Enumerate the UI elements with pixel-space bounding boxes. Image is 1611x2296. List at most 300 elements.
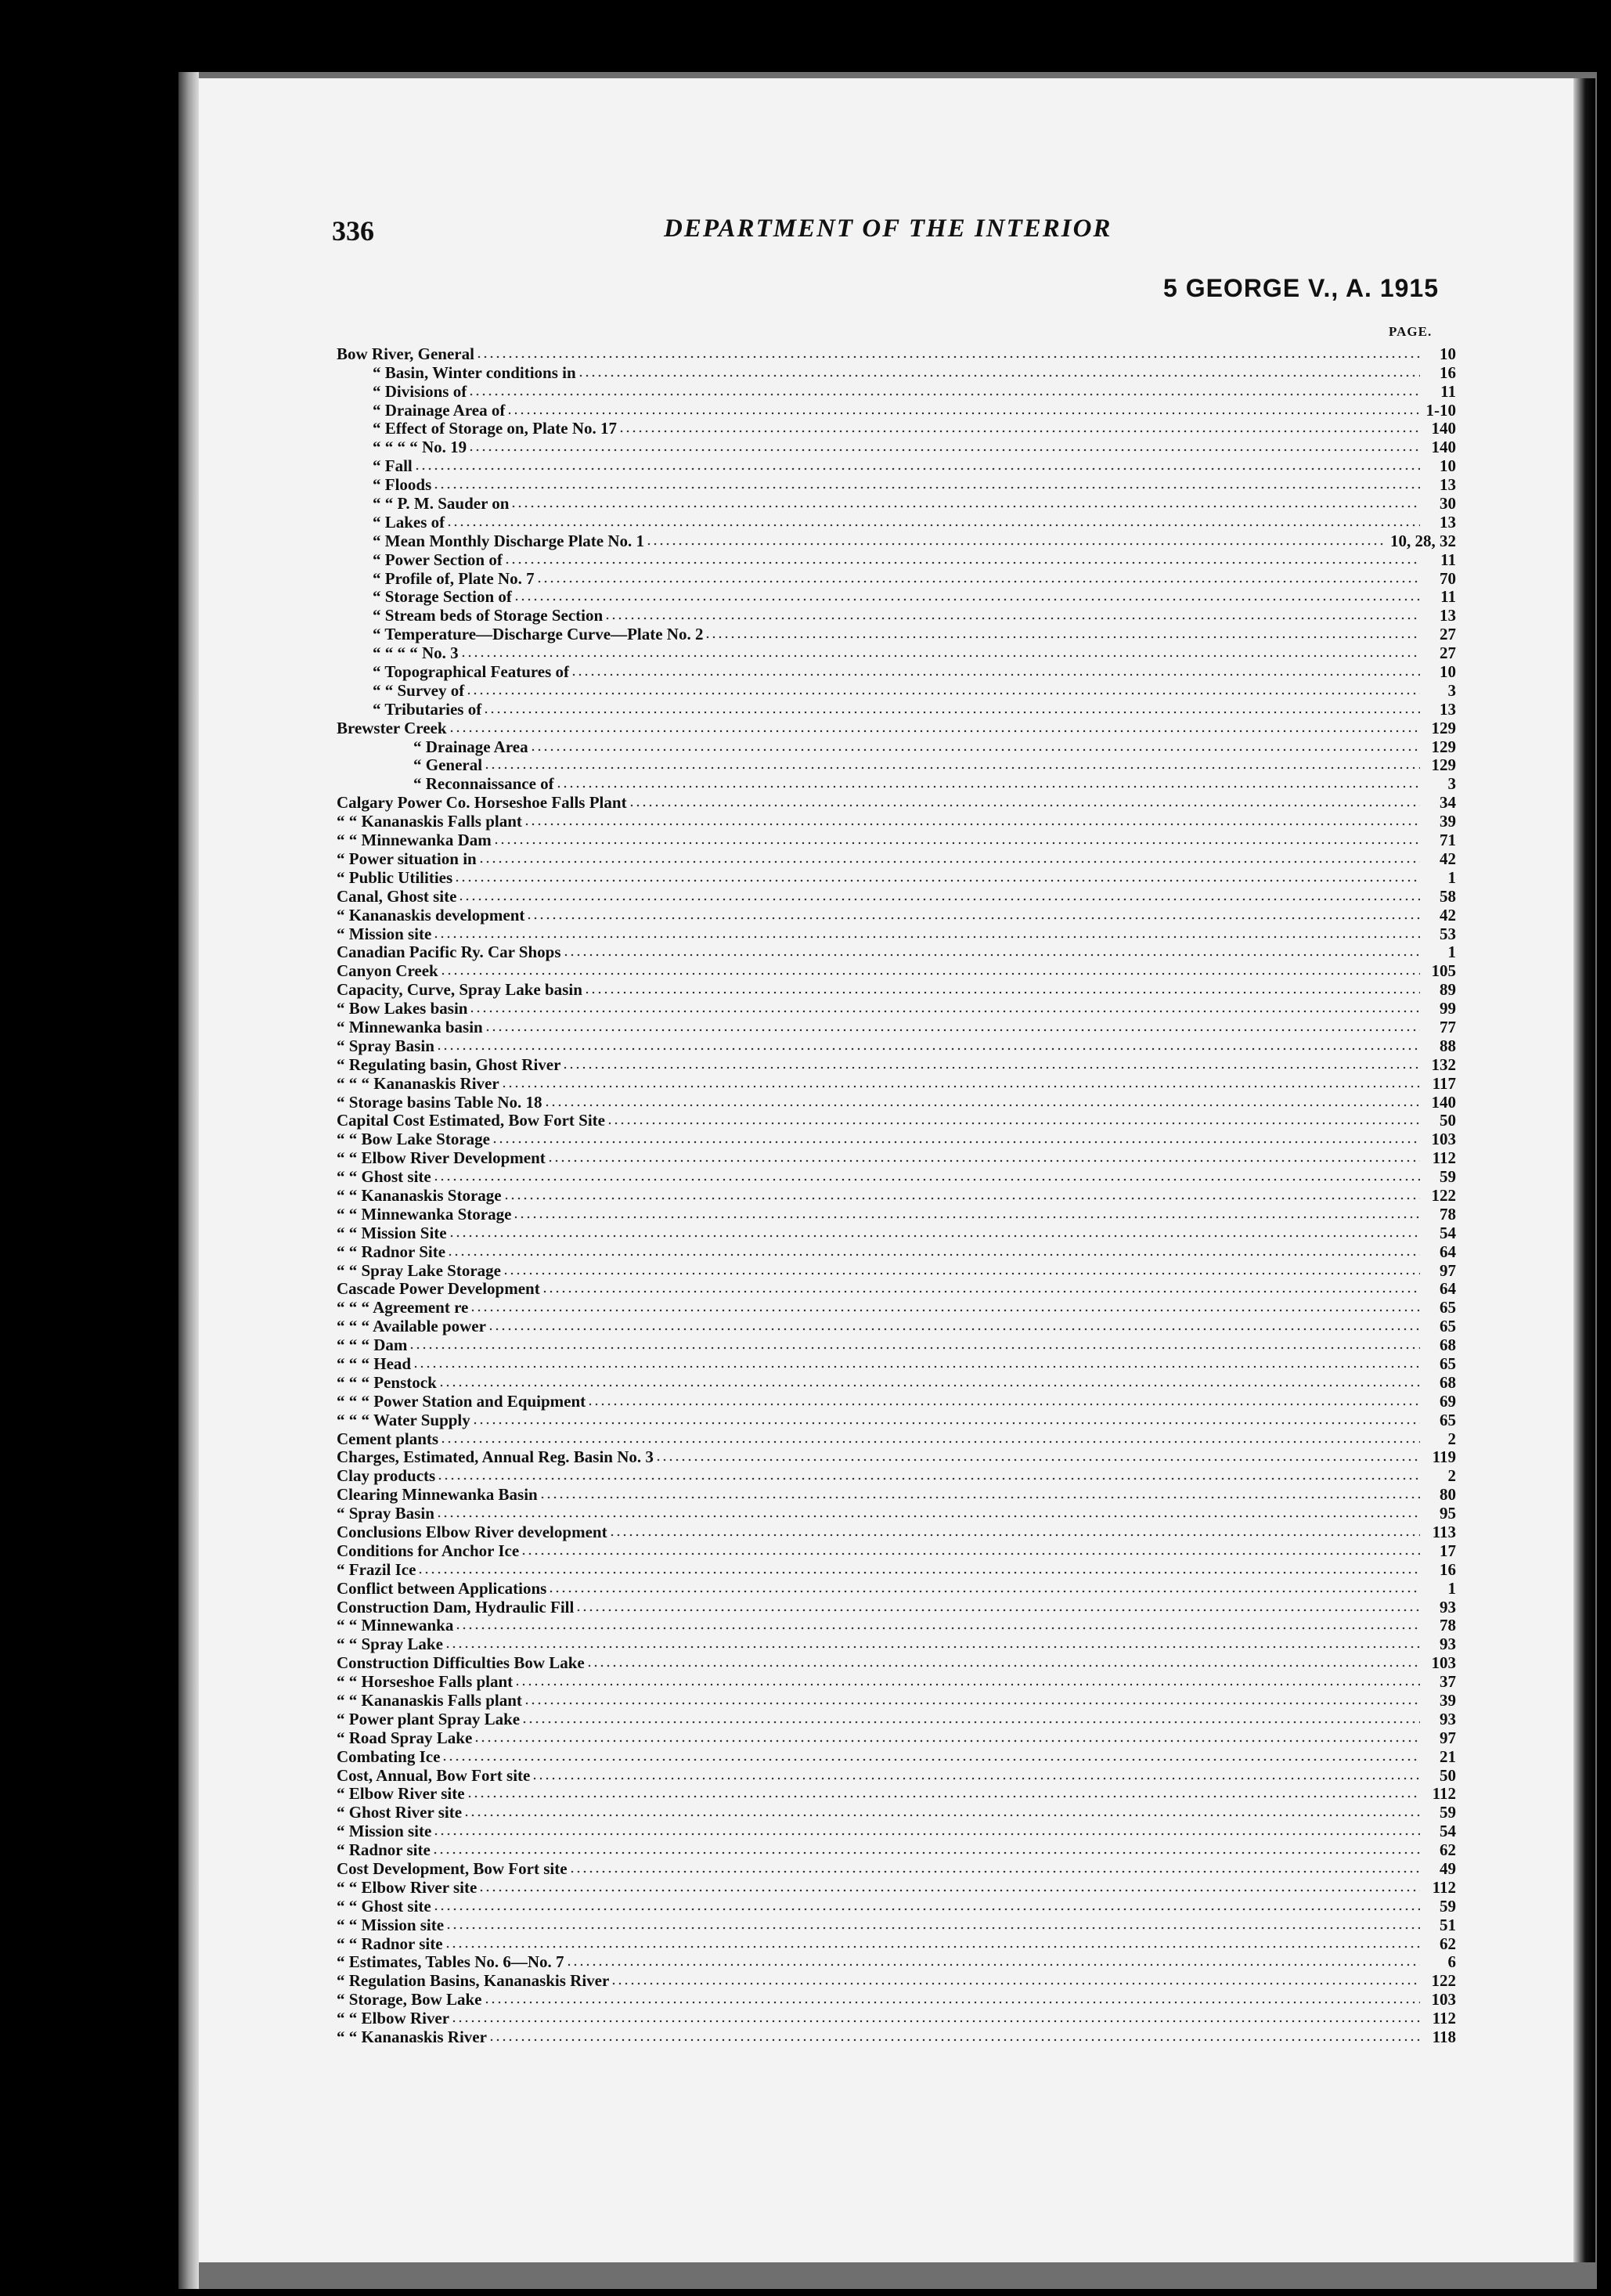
index-entry	[337, 1261, 1456, 1280]
entry-page: 132	[1431, 1054, 1456, 1074]
dot-leader	[433, 1833, 1420, 1836]
dot-leader	[492, 1141, 1420, 1144]
index-entry	[337, 737, 1456, 756]
entry-page: 1	[1447, 1578, 1456, 1598]
dot-leader	[433, 1178, 1420, 1181]
index-entry	[337, 1710, 1456, 1728]
dot-leader	[478, 1889, 1420, 1892]
dot-leader	[472, 1422, 1420, 1425]
index-entry	[337, 1055, 1456, 1074]
entry-label: “ “ “ Power Station and Equipment	[337, 1391, 586, 1411]
entry-label: “ Temperature—Discharge Curve—Plate No. 2	[373, 625, 704, 644]
page-number: 336	[332, 215, 374, 247]
index-entry	[337, 1335, 1456, 1354]
dot-leader	[441, 1758, 1420, 1761]
index-entry	[337, 1691, 1456, 1710]
index-entry	[337, 625, 1456, 643]
entry-page: 103	[1431, 1130, 1456, 1149]
index-entry	[337, 1579, 1456, 1598]
index-entry	[337, 1878, 1456, 1897]
entry-page: 42	[1440, 905, 1456, 925]
index-entry	[337, 1112, 1456, 1130]
dot-leader	[575, 1609, 1420, 1612]
index-entry	[337, 1560, 1456, 1579]
dot-leader	[440, 1440, 1420, 1444]
entry-page: 1	[1447, 943, 1456, 962]
index-entry	[337, 906, 1456, 925]
index-entry	[337, 812, 1456, 831]
entry-page: 59	[1440, 1803, 1456, 1822]
entry-label: “ Floods	[373, 475, 432, 495]
index-entry	[337, 1298, 1456, 1317]
dot-leader	[446, 524, 1420, 527]
entry-label: “ Storage Section of	[373, 587, 512, 607]
entry-label: Capital Cost Estimated, Bow Fort Site	[337, 1111, 605, 1130]
index-entry	[337, 1280, 1456, 1299]
entry-label: Cascade Power Development	[337, 1279, 540, 1299]
entry-label: Brewster Creek	[337, 718, 447, 737]
index-entry	[337, 438, 1456, 456]
entry-page: 80	[1440, 1485, 1456, 1505]
dot-leader	[609, 1534, 1420, 1537]
index-entry	[337, 756, 1456, 775]
entry-page: 97	[1440, 1260, 1456, 1280]
dot-leader	[542, 1290, 1420, 1293]
entry-label: “ Elbow River site	[337, 1784, 465, 1804]
dot-leader	[476, 355, 1420, 359]
entry-page: 77	[1440, 1017, 1456, 1036]
entry-label: “ “ Elbow River site	[337, 1877, 478, 1897]
entry-page: 95	[1440, 1504, 1456, 1523]
index-entry	[337, 700, 1456, 719]
index-entry	[337, 1186, 1456, 1205]
entry-label: “ Reconnaissance of	[413, 774, 554, 794]
entry-page: 65	[1440, 1410, 1456, 1429]
dot-leader	[629, 804, 1420, 807]
dot-leader	[469, 1010, 1420, 1013]
entry-page: 78	[1440, 1204, 1456, 1224]
index-entry	[337, 1728, 1456, 1747]
entry-page: 10	[1440, 662, 1456, 682]
index-entry	[337, 1523, 1456, 1541]
dot-leader	[437, 1477, 1420, 1480]
entry-label: “ “ Radnor Site	[337, 1242, 446, 1261]
dot-leader	[536, 580, 1420, 583]
index-entry	[337, 1617, 1456, 1635]
dot-leader	[547, 1159, 1420, 1162]
dot-leader	[521, 1552, 1420, 1555]
dot-leader	[506, 412, 1420, 415]
index-entry	[337, 1018, 1456, 1036]
dot-leader	[468, 393, 1420, 396]
dot-leader	[562, 1066, 1420, 1069]
dot-leader	[468, 449, 1420, 452]
entry-label: “ “ P. M. Sauder on	[373, 494, 510, 514]
index-entry	[337, 681, 1456, 700]
entry-page: 122	[1431, 1185, 1456, 1205]
dot-leader	[484, 766, 1420, 770]
dot-leader	[571, 673, 1420, 676]
entry-label: “ Ghost River site	[337, 1803, 463, 1822]
entry-label: “ Divisions of	[373, 381, 467, 401]
index-entry	[337, 1036, 1456, 1055]
dot-leader	[604, 617, 1420, 620]
entry-label: “ Spray Basin	[337, 1504, 434, 1523]
dot-leader	[530, 748, 1420, 752]
index-entry	[337, 643, 1456, 662]
entry-page: 51	[1440, 1915, 1456, 1934]
entry-page: 113	[1432, 1523, 1456, 1541]
entry-label: “ “ Kananaskis Falls plant	[337, 1691, 522, 1710]
index-entry	[337, 868, 1456, 887]
entry-label: “ Lakes of	[373, 512, 445, 532]
entry-label: Canal, Ghost site	[337, 886, 457, 906]
entry-label: “ Basin, Winter conditions in	[373, 362, 576, 382]
index-entry	[337, 1466, 1456, 1485]
entry-label: “ “ Ghost site	[337, 1896, 431, 1916]
index-entry	[337, 550, 1456, 569]
dot-leader	[556, 785, 1420, 788]
entry-page: 27	[1440, 643, 1456, 663]
page-spine	[178, 72, 199, 2289]
entry-page: 58	[1440, 886, 1456, 906]
entry-label: “ “ Mission Site	[337, 1223, 447, 1242]
entry-page: 93	[1440, 1597, 1456, 1617]
index-entry	[337, 719, 1456, 737]
dot-leader	[544, 1104, 1420, 1107]
entry-label: “ “ Spray Lake	[337, 1635, 443, 1654]
entry-label: “ “ Minnewanka Dam	[337, 831, 492, 850]
entry-label: “ “ “ Dam	[337, 1335, 408, 1355]
entry-label: Cement plants	[337, 1429, 439, 1448]
index-entry	[337, 925, 1456, 943]
entry-label: Charges, Estimated, Annual Reg. Basin No. 3	[337, 1447, 654, 1467]
entry-label: “ General	[413, 755, 483, 775]
session-heading: 5 GEORGE V., A. 1915	[1163, 274, 1440, 302]
dot-leader	[449, 1235, 1420, 1238]
entry-page: 11	[1440, 381, 1456, 401]
index-entry	[337, 1093, 1456, 1112]
index-entry	[337, 1167, 1456, 1186]
index-entry	[337, 344, 1456, 363]
index-entry	[337, 513, 1456, 532]
index-entry	[337, 999, 1456, 1018]
dot-leader	[705, 636, 1420, 639]
index-entry	[337, 1840, 1456, 1859]
entry-label: Clay products	[337, 1466, 436, 1486]
entry-label: “ Mission site	[337, 1822, 432, 1841]
entry-label: “ “ Kananaskis River	[337, 2027, 487, 2047]
dot-leader	[488, 1328, 1420, 1331]
index-entry	[337, 1598, 1456, 1617]
entry-label: “ “ “ Available power	[337, 1317, 486, 1336]
dot-leader	[501, 1085, 1420, 1088]
entry-label: “ Bow Lakes basin	[337, 999, 468, 1018]
entry-label: “ “ Minnewanka Storage	[337, 1204, 512, 1224]
entry-page: 17	[1440, 1541, 1456, 1560]
entry-page: 13	[1440, 699, 1456, 719]
dot-leader	[578, 374, 1420, 377]
entry-page: 1-10	[1425, 400, 1456, 420]
entry-page: 11	[1440, 550, 1456, 569]
entry-label: “ Kananaskis development	[337, 905, 525, 925]
entry-page: 50	[1440, 1111, 1456, 1130]
entry-label: “ “ Minnewanka	[337, 1616, 454, 1635]
dot-leader	[524, 1702, 1420, 1705]
entry-page: 37	[1440, 1672, 1456, 1692]
dot-leader	[514, 598, 1420, 601]
page-column-label: PAGE.	[1389, 324, 1433, 339]
entry-page: 122	[1431, 1971, 1456, 1991]
index-entry	[337, 1859, 1456, 1878]
entry-label: “ Public Utilities	[337, 867, 453, 887]
entry-label: “ “ “ Agreement re	[337, 1298, 469, 1317]
entry-page: 1	[1447, 867, 1456, 887]
entry-page: 70	[1440, 568, 1456, 588]
entry-label: “ “ “ Kananaskis River	[337, 1073, 499, 1093]
entry-label: Construction Dam, Hydraulic Fill	[337, 1597, 575, 1617]
entry-page: 3	[1447, 774, 1456, 794]
index-list	[337, 344, 1456, 2046]
dot-leader	[510, 505, 1420, 508]
entry-page: 99	[1440, 999, 1456, 1018]
entry-page: 13	[1440, 606, 1456, 625]
entry-page: 10	[1440, 456, 1456, 476]
entry-label: Canadian Pacific Ry. Car Shops	[337, 943, 561, 962]
dot-leader	[563, 953, 1420, 957]
entry-page: 112	[1432, 1784, 1456, 1804]
entry-page: 59	[1440, 1167, 1456, 1187]
dot-leader	[454, 879, 1420, 882]
index-entry	[337, 1429, 1456, 1448]
entry-page: 68	[1440, 1372, 1456, 1392]
index-entry	[337, 1916, 1456, 1934]
entry-page: 129	[1431, 718, 1456, 737]
index-entry	[337, 382, 1456, 401]
entry-label: “ Effect of Storage on, Plate No. 17	[373, 419, 618, 438]
running-title: DEPARTMENT OF THE INTERIOR	[664, 214, 1112, 243]
page-right-edge	[1573, 78, 1595, 2262]
entry-label: “ Drainage Area of	[373, 400, 506, 420]
entry-label: “ Regulation Basins, Kananaskis River	[337, 1971, 610, 1991]
entry-label: “ Frazil Ice	[337, 1559, 416, 1579]
dot-leader	[436, 1515, 1420, 1518]
entry-page: 65	[1440, 1353, 1456, 1373]
dot-leader	[449, 730, 1420, 733]
entry-page: 97	[1440, 1728, 1456, 1747]
dot-leader	[413, 1365, 1420, 1368]
index-entry	[337, 475, 1456, 494]
dot-leader	[618, 430, 1420, 433]
entry-page: 129	[1431, 737, 1456, 756]
entry-label: Clearing Minnewanka Basin	[337, 1485, 538, 1505]
index-entry	[337, 1504, 1456, 1523]
dot-leader	[484, 2001, 1421, 2004]
entry-page: 129	[1431, 755, 1456, 775]
index-entry	[337, 420, 1456, 438]
dot-leader	[584, 991, 1420, 994]
dot-leader	[532, 1777, 1420, 1780]
entry-page: 13	[1440, 475, 1456, 495]
index-entry	[337, 401, 1456, 420]
dot-leader	[485, 1029, 1420, 1032]
entry-page: 112	[1432, 1148, 1456, 1168]
entry-page: 39	[1440, 812, 1456, 831]
entry-label: Cost, Annual, Bow Fort site	[337, 1765, 531, 1785]
entry-label: “ Storage, Bow Lake	[337, 1990, 482, 2009]
dot-leader	[432, 1851, 1420, 1854]
entry-page: 71	[1440, 831, 1456, 850]
entry-label: “ “ Bow Lake Storage	[337, 1130, 490, 1149]
index-entry	[337, 1747, 1456, 1766]
entry-page: 10	[1440, 344, 1456, 363]
entry-label: “ “ “ “ No. 19	[373, 438, 467, 457]
index-entry	[337, 793, 1456, 812]
entry-label: “ “ Elbow River	[337, 2009, 450, 2028]
index-entry	[337, 774, 1456, 793]
index-entry	[337, 606, 1456, 625]
entry-label: “ Drainage Area	[413, 737, 528, 756]
index-entry	[337, 1766, 1456, 1785]
index-entry	[337, 1822, 1456, 1840]
dot-leader	[566, 1963, 1420, 1966]
entry-page: 65	[1440, 1317, 1456, 1336]
index-entry	[337, 363, 1456, 382]
index-entry	[337, 943, 1456, 962]
index-entry	[337, 1953, 1456, 1972]
entry-label: “ “ Horseshoe Falls plant	[337, 1672, 514, 1692]
dot-leader	[409, 1346, 1420, 1350]
entry-page: 6	[1447, 1952, 1456, 1972]
dot-leader	[514, 1683, 1420, 1686]
entry-label: Calgary Power Co. Horseshoe Falls Plant	[337, 793, 627, 813]
index-entry	[337, 980, 1456, 999]
entry-label: “ Fall	[373, 456, 413, 476]
dot-leader	[655, 1458, 1420, 1462]
dot-leader	[483, 711, 1420, 714]
index-entry	[337, 1411, 1456, 1429]
entry-page: 34	[1440, 793, 1456, 813]
index-entry	[337, 1541, 1456, 1560]
entry-page: 103	[1431, 1653, 1456, 1673]
dot-leader	[445, 1927, 1420, 1930]
entry-page: 54	[1440, 1822, 1456, 1841]
entry-page: 112	[1432, 2009, 1456, 2028]
index-entry	[337, 1148, 1456, 1167]
entry-page: 68	[1440, 1335, 1456, 1355]
index-entry	[337, 1485, 1456, 1504]
entry-page: 64	[1440, 1242, 1456, 1261]
entry-label: “ “ Mission site	[337, 1915, 445, 1934]
dot-leader	[524, 823, 1420, 826]
entry-label: “ “ Kananaskis Falls plant	[337, 812, 522, 831]
index-entry	[337, 456, 1456, 475]
dot-leader	[611, 1982, 1420, 1985]
entry-page: 64	[1440, 1279, 1456, 1299]
entry-label: Cost Development, Bow Fort site	[337, 1859, 568, 1879]
dot-leader	[438, 1384, 1420, 1387]
dot-leader	[607, 1122, 1420, 1125]
dot-leader	[451, 2020, 1420, 2023]
dot-leader	[455, 1627, 1420, 1630]
dot-leader	[503, 1272, 1420, 1275]
dot-leader	[539, 1496, 1420, 1499]
entry-label: “ Tributaries of	[373, 699, 482, 719]
entry-label: “ Topographical Features of	[373, 662, 570, 682]
dot-leader	[414, 467, 1420, 470]
entry-label: “ Profile of, Plate No. 7	[373, 568, 535, 588]
index-entry	[337, 1971, 1456, 1990]
dot-leader	[526, 917, 1420, 920]
entry-page: 62	[1440, 1934, 1456, 1953]
index-entry	[337, 1354, 1456, 1373]
entry-label: “ Minnewanka basin	[337, 1017, 483, 1036]
dot-leader	[503, 1197, 1420, 1200]
dot-leader	[513, 1216, 1420, 1219]
dot-leader	[474, 1739, 1420, 1743]
index-entry	[337, 1224, 1456, 1242]
index-entry	[337, 1897, 1456, 1916]
index-entry	[337, 961, 1456, 980]
entry-label: “ Power situation in	[337, 849, 477, 868]
dot-leader	[587, 1403, 1420, 1406]
index-entry	[337, 1672, 1456, 1691]
entry-label: “ Road Spray Lake	[337, 1728, 473, 1747]
entry-page: 103	[1431, 1990, 1456, 2009]
entry-label: “ Spray Basin	[337, 1036, 434, 1055]
entry-label: “ Power Section of	[373, 550, 503, 569]
index-entry	[337, 887, 1456, 906]
index-entry	[337, 1242, 1456, 1261]
dot-leader	[458, 898, 1420, 901]
entry-label: Bow River, General	[337, 344, 474, 363]
entry-label: “ Mean Monthly Discharge Plate No. 1	[373, 531, 645, 550]
entry-page: 13	[1440, 512, 1456, 532]
index-entry	[337, 1448, 1456, 1467]
entry-label: “ Power plant Spray Lake	[337, 1709, 521, 1728]
dot-leader	[417, 1571, 1420, 1574]
dot-leader	[445, 1945, 1420, 1948]
index-entry	[337, 1653, 1456, 1672]
index-entry	[337, 1392, 1456, 1411]
entry-page: 93	[1440, 1635, 1456, 1654]
entry-page: 119	[1432, 1447, 1456, 1467]
entry-label: Conflict between Applications	[337, 1578, 547, 1598]
index-entry	[337, 532, 1456, 550]
entry-page: 112	[1432, 1877, 1456, 1897]
entry-page: 3	[1447, 680, 1456, 700]
entry-label: Combating Ice	[337, 1746, 441, 1766]
index-entry	[337, 1317, 1456, 1335]
index-entry	[337, 2027, 1456, 2046]
entry-page: 65	[1440, 1298, 1456, 1317]
index-entry	[337, 1074, 1456, 1093]
entry-page: 39	[1440, 1691, 1456, 1710]
index-entry	[337, 831, 1456, 849]
dot-leader	[445, 1645, 1420, 1649]
entry-page: 11	[1440, 587, 1456, 607]
entry-page: 62	[1440, 1840, 1456, 1860]
entry-label: “ Storage basins Table No. 18	[337, 1092, 542, 1112]
entry-page: 140	[1431, 438, 1456, 457]
entry-page: 30	[1440, 494, 1456, 514]
dot-leader	[436, 1047, 1420, 1051]
dot-leader	[460, 654, 1420, 658]
entry-label: “ Estimates, Tables No. 6—No. 7	[337, 1952, 564, 1972]
dot-leader	[467, 1795, 1420, 1798]
dot-leader	[521, 1721, 1420, 1724]
entry-page: 140	[1431, 1092, 1456, 1112]
